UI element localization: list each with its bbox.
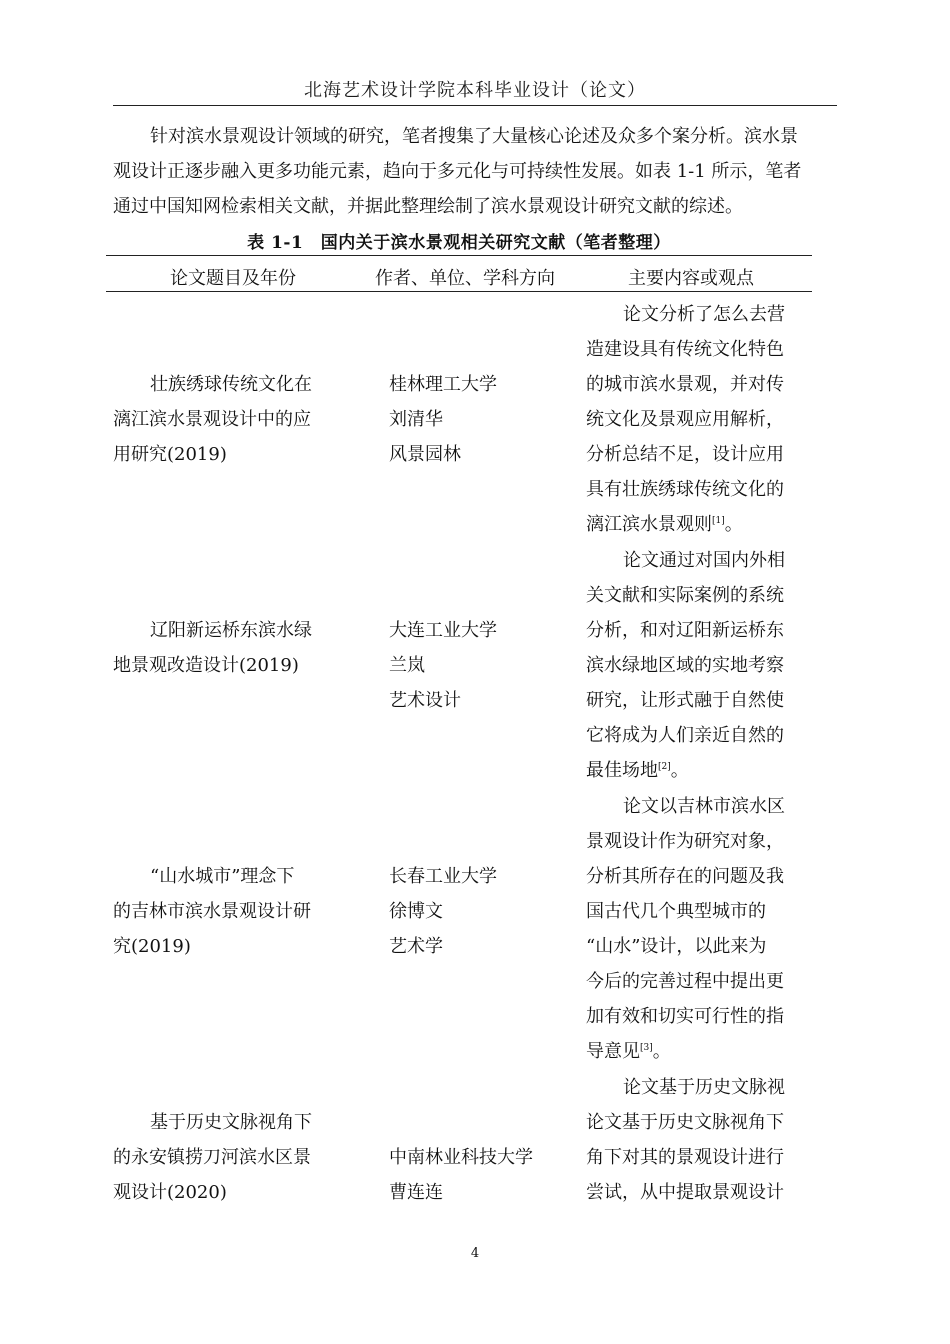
cell-line: 具有壮族绣球传统文化的 (586, 479, 784, 500)
citation-ref: [1] (712, 516, 725, 526)
table-row-3-title (113, 859, 311, 964)
table-row-4-title (113, 1105, 312, 1210)
cell-line: 统文化及景观应用解析， (586, 409, 784, 430)
cell-line: 曹连连 (389, 1182, 443, 1203)
cell-line: 兰岚 (389, 655, 425, 676)
cell-line: 景观设计作为研究对象， (586, 831, 784, 852)
table-row-2-content (586, 543, 785, 788)
cell-line: 壮族绣球传统文化在 (150, 374, 312, 395)
table-row-2-title (113, 613, 312, 683)
cell-line: 分析，和对辽阳新运桥东 (586, 620, 784, 641)
cell-line: 造建设具有传统文化特色 (586, 339, 784, 360)
header-rule (113, 105, 837, 106)
cell-text: 最佳场地 (586, 760, 658, 781)
cell-line: 桂林理工大学 (389, 374, 497, 395)
page-number: 4 (470, 1246, 480, 1261)
cell-line: 用研究(2019) (113, 444, 227, 465)
cell-line: “山水”设计，以此来为 (586, 936, 767, 957)
cell-line: 长春工业大学 (389, 866, 497, 887)
page-header-title: 北海艺术设计学院本科毕业设计（论文） (304, 80, 646, 101)
cell-line: 辽阳新运桥东滨水绿 (150, 620, 312, 641)
cell-line: 基于历史文脉视角下 (150, 1112, 312, 1133)
cell-line: 国古代几个典型城市的 (586, 901, 766, 922)
cell-line: 中南林业科技大学 (389, 1147, 533, 1168)
cell-line: 的城市滨水景观，并对传 (586, 374, 784, 395)
cell-text: 导意见 (586, 1041, 640, 1062)
table-header-rule (106, 291, 812, 292)
cell-line: 观设计(2020) (113, 1182, 227, 1203)
table-header-title: 论文题目及年份 (170, 268, 296, 289)
intro-paragraph (113, 119, 838, 224)
table-row-4-author (389, 1140, 533, 1210)
table-row-3-content (586, 789, 785, 1069)
cell-line: 论文基于历史文脉视角下 (586, 1112, 784, 1133)
table-header-content: 主要内容或观点 (628, 268, 754, 289)
intro-line: 通过中国知网检索相关文献，并据此整理绘制了滨水景观设计研究文献的综述。 (113, 196, 743, 217)
table-caption: 表 1-1 国内关于滨水景观相关研究文献（笔者整理） (247, 233, 671, 253)
table-header-author: 作者、单位、学科方向 (375, 268, 555, 289)
cell-line: 漓江滨水景观设计中的应 (113, 409, 311, 430)
cell-line: 论文以吉林市滨水区 (623, 796, 785, 817)
cell-line: 研究，让形式融于自然使 (586, 690, 784, 711)
cell-line-last (586, 507, 785, 542)
intro-line: 观设计正逐步融入更多功能元素，趋向于多元化与可持续性发展。如表 1-1 所示，笔者 (113, 161, 802, 182)
cell-line-last (586, 753, 785, 788)
table-top-rule (106, 255, 812, 256)
cell-line: 尝试，从中提取景观设计 (586, 1182, 784, 1203)
cell-line: 角下对其的景观设计进行 (586, 1147, 784, 1168)
table-row-4-content (586, 1070, 785, 1210)
intro-line: 针对滨水景观设计领域的研究，笔者搜集了大量核心论述及众多个案分析。滨水景 (150, 126, 798, 147)
table-row-1-author (389, 367, 497, 472)
cell-line: 加有效和切实可行性的指 (586, 1006, 784, 1027)
cell-line: 关文献和实际案例的系统 (586, 585, 784, 606)
cell-line: 论文分析了怎么去营 (623, 304, 785, 325)
cell-line-last (586, 1034, 785, 1069)
cell-line: 论文通过对国内外相 (623, 550, 785, 571)
table-row-1-content (586, 297, 785, 542)
cell-line: 它将成为人们亲近自然的 (586, 725, 784, 746)
cell-line: 徐博文 (389, 901, 443, 922)
cell-text-end: 。 (724, 514, 743, 535)
cell-text-end: 。 (652, 1041, 671, 1062)
cell-line: 的永安镇捞刀河滨水区景 (113, 1147, 311, 1168)
cell-line: 论文基于历史文脉视 (623, 1077, 785, 1098)
table-row-2-author (389, 613, 497, 718)
cell-line: 刘清华 (389, 409, 443, 430)
cell-line: 分析其所存在的问题及我 (586, 866, 784, 887)
cell-line: 今后的完善过程中提出更 (586, 971, 784, 992)
table-row-1-title (113, 367, 312, 472)
cell-line: 大连工业大学 (389, 620, 497, 641)
cell-line: 艺术设计 (389, 690, 461, 711)
cell-line: 风景园林 (389, 444, 461, 465)
cell-text: 漓江滨水景观则 (586, 514, 712, 535)
cell-line: 地景观改造设计(2019) (113, 655, 299, 676)
citation-ref: [3] (640, 1043, 653, 1053)
table-row-3-author (389, 859, 497, 964)
cell-line: 分析总结不足，设计应用 (586, 444, 784, 465)
cell-line: 滨水绿地区域的实地考察 (586, 655, 784, 676)
cell-text-end: 。 (670, 760, 689, 781)
cell-line: “山水城市”理念下 (150, 866, 295, 887)
cell-line: 的吉林市滨水景观设计研 (113, 901, 311, 922)
citation-ref: [2] (658, 762, 671, 772)
cell-line: 艺术学 (389, 936, 443, 957)
cell-line: 究(2019) (113, 936, 191, 957)
